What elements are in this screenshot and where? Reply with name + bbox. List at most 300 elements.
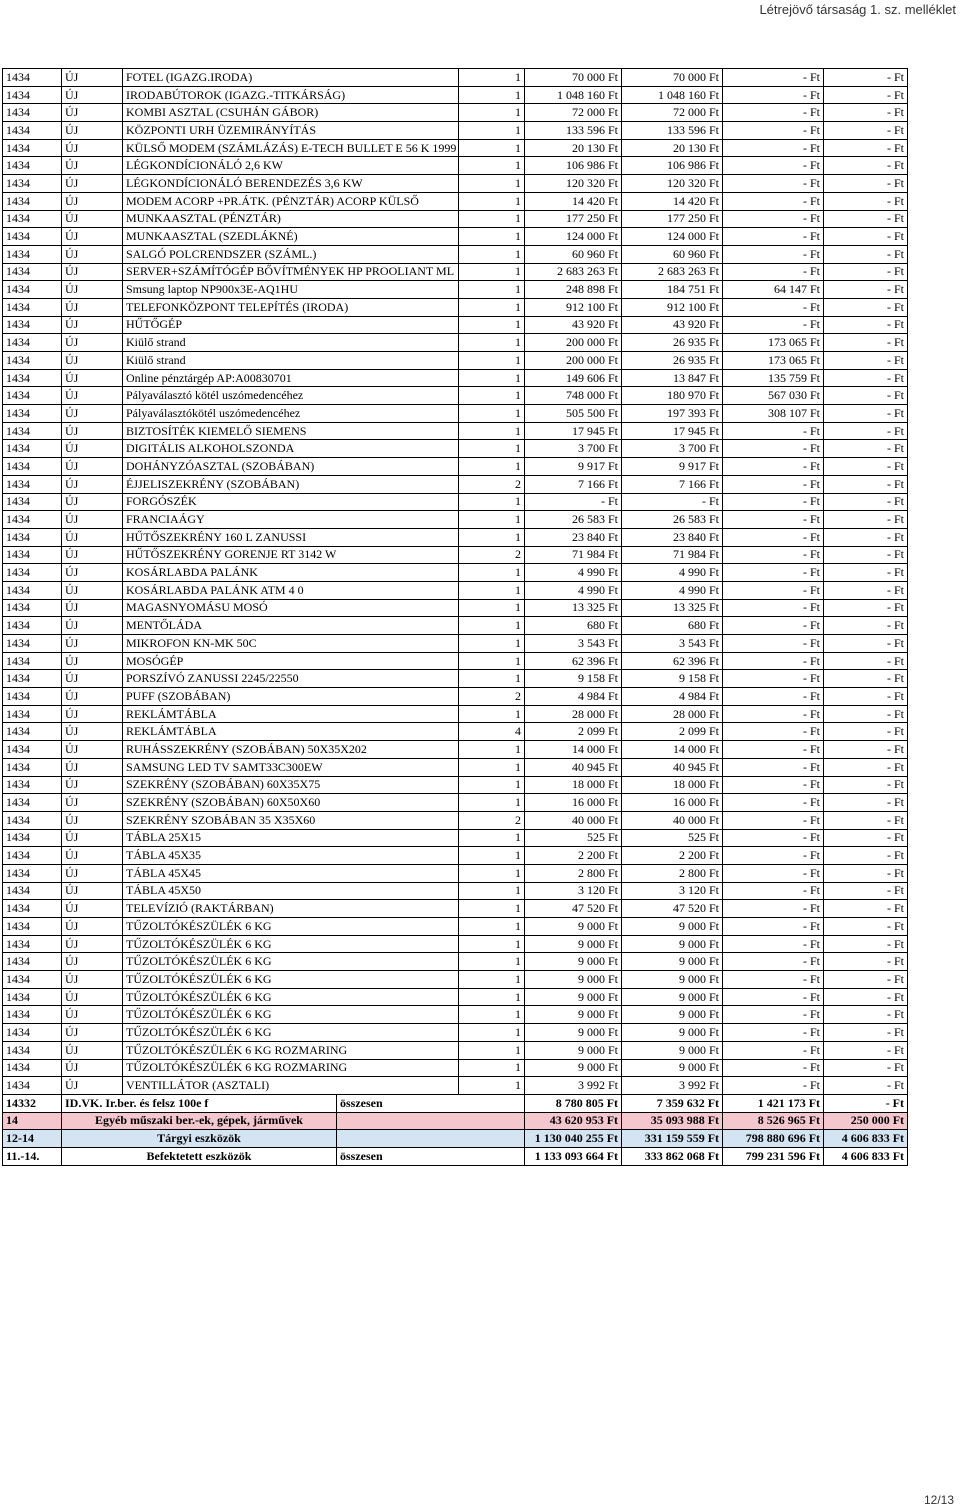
depreciation-cell: 9 000 Ft: [622, 971, 723, 989]
depreciation-cell: 26 935 Ft: [622, 334, 723, 352]
depreciation-cell: 9 917 Ft: [622, 458, 723, 476]
document-header: Létrejövő társaság 1. sz. melléklet: [759, 2, 956, 17]
quantity-cell: 1: [459, 1024, 525, 1042]
net-value-cell: - Ft: [723, 245, 824, 263]
summary-depreciation-cell: 7 359 632 Ft: [622, 1094, 723, 1112]
table-row: [3, 511, 908, 529]
net-value-cell: - Ft: [723, 298, 824, 316]
depreciation-cell: 9 000 Ft: [622, 1059, 723, 1077]
account-code-cell: 1434: [3, 316, 62, 334]
account-code-cell: 1434: [3, 422, 62, 440]
depreciation-cell: 124 000 Ft: [622, 228, 723, 246]
quantity-cell: 1: [459, 387, 525, 405]
account-code-cell: 1434: [3, 635, 62, 653]
table-row: [3, 794, 908, 812]
type-cell: ÚJ: [62, 900, 123, 918]
type-cell: ÚJ: [62, 1077, 123, 1095]
account-code-cell: 1434: [3, 210, 62, 228]
type-cell: ÚJ: [62, 864, 123, 882]
account-code-cell: 1434: [3, 281, 62, 299]
account-code-cell: 1434: [3, 688, 62, 706]
extra-value-cell: - Ft: [824, 723, 908, 741]
depreciation-cell: 20 130 Ft: [622, 139, 723, 157]
description-cell: HŰTŐSZEKRÉNY 160 L ZANUSSI: [123, 528, 459, 546]
extra-value-cell: - Ft: [824, 69, 908, 87]
depreciation-cell: 1 048 160 Ft: [622, 86, 723, 104]
table-row: [3, 652, 908, 670]
quantity-cell: 1: [459, 405, 525, 423]
type-cell: ÚJ: [62, 918, 123, 936]
table-row: [3, 228, 908, 246]
gross-value-cell: 680 Ft: [525, 617, 622, 635]
table-row: [3, 723, 908, 741]
quantity-cell: 2: [459, 688, 525, 706]
description-cell: TŰZOLTÓKÉSZÜLÉK 6 KG: [123, 971, 459, 989]
quantity-cell: 1: [459, 458, 525, 476]
net-value-cell: - Ft: [723, 263, 824, 281]
depreciation-cell: 9 158 Ft: [622, 670, 723, 688]
gross-value-cell: 748 000 Ft: [525, 387, 622, 405]
quantity-cell: 1: [459, 122, 525, 140]
quantity-cell: 1: [459, 564, 525, 582]
gross-value-cell: 7 166 Ft: [525, 475, 622, 493]
table-row: [3, 528, 908, 546]
quantity-cell: 1: [459, 493, 525, 511]
net-value-cell: - Ft: [723, 122, 824, 140]
extra-value-cell: - Ft: [824, 811, 908, 829]
table-row: [3, 829, 908, 847]
depreciation-cell: 9 000 Ft: [622, 918, 723, 936]
description-cell: TŰZOLTÓKÉSZÜLÉK 6 KG: [123, 1006, 459, 1024]
description-cell: PORSZÍVÓ ZANUSSI 2245/22550: [123, 670, 459, 688]
summary-row: [3, 1112, 908, 1130]
net-value-cell: - Ft: [723, 1041, 824, 1059]
depreciation-cell: 40 945 Ft: [622, 758, 723, 776]
extra-value-cell: - Ft: [824, 652, 908, 670]
depreciation-cell: 26 935 Ft: [622, 352, 723, 370]
table-row: [3, 864, 908, 882]
summary-gross-cell: 1 133 093 664 Ft: [525, 1147, 622, 1165]
table-row: [3, 1077, 908, 1095]
gross-value-cell: 17 945 Ft: [525, 422, 622, 440]
summary-label-cell: Befektetett eszközök: [62, 1147, 337, 1165]
quantity-cell: 1: [459, 86, 525, 104]
gross-value-cell: 120 320 Ft: [525, 175, 622, 193]
quantity-cell: 1: [459, 882, 525, 900]
depreciation-cell: 2 200 Ft: [622, 847, 723, 865]
extra-value-cell: - Ft: [824, 1077, 908, 1095]
gross-value-cell: 9 000 Ft: [525, 1059, 622, 1077]
extra-value-cell: - Ft: [824, 829, 908, 847]
net-value-cell: - Ft: [723, 493, 824, 511]
quantity-cell: 1: [459, 139, 525, 157]
table-row: [3, 546, 908, 564]
quantity-cell: 1: [459, 192, 525, 210]
net-value-cell: - Ft: [723, 935, 824, 953]
depreciation-cell: 26 583 Ft: [622, 511, 723, 529]
extra-value-cell: - Ft: [824, 475, 908, 493]
extra-value-cell: - Ft: [824, 228, 908, 246]
description-cell: TŰZOLTÓKÉSZÜLÉK 6 KG: [123, 953, 459, 971]
table-row: [3, 369, 908, 387]
quantity-cell: 1: [459, 635, 525, 653]
quantity-cell: 1: [459, 1006, 525, 1024]
net-value-cell: - Ft: [723, 475, 824, 493]
type-cell: ÚJ: [62, 581, 123, 599]
gross-value-cell: 40 945 Ft: [525, 758, 622, 776]
type-cell: ÚJ: [62, 935, 123, 953]
net-value-cell: - Ft: [723, 422, 824, 440]
table-row: [3, 670, 908, 688]
gross-value-cell: 4 984 Ft: [525, 688, 622, 706]
type-cell: ÚJ: [62, 723, 123, 741]
depreciation-cell: 9 000 Ft: [622, 935, 723, 953]
type-cell: ÚJ: [62, 316, 123, 334]
type-cell: ÚJ: [62, 139, 123, 157]
gross-value-cell: 2 099 Ft: [525, 723, 622, 741]
gross-value-cell: 2 800 Ft: [525, 864, 622, 882]
quantity-cell: 1: [459, 228, 525, 246]
gross-value-cell: 9 000 Ft: [525, 953, 622, 971]
description-cell: PUFF (SZOBÁBAN): [123, 688, 459, 706]
account-code-cell: 1434: [3, 741, 62, 759]
description-cell: BIZTOSÍTÉK KIEMELŐ SIEMENS: [123, 422, 459, 440]
net-value-cell: - Ft: [723, 988, 824, 1006]
net-value-cell: - Ft: [723, 546, 824, 564]
quantity-cell: 1: [459, 652, 525, 670]
summary-row: [3, 1147, 908, 1165]
gross-value-cell: 72 000 Ft: [525, 104, 622, 122]
summary-total-label-cell: összesen: [337, 1147, 525, 1165]
net-value-cell: - Ft: [723, 847, 824, 865]
net-value-cell: - Ft: [723, 864, 824, 882]
quantity-cell: 1: [459, 900, 525, 918]
gross-value-cell: 60 960 Ft: [525, 245, 622, 263]
description-cell: HŰTŐSZEKRÉNY GORENJE RT 3142 W: [123, 546, 459, 564]
gross-value-cell: 20 130 Ft: [525, 139, 622, 157]
extra-value-cell: - Ft: [824, 794, 908, 812]
extra-value-cell: - Ft: [824, 847, 908, 865]
extra-value-cell: - Ft: [824, 316, 908, 334]
gross-value-cell: 3 120 Ft: [525, 882, 622, 900]
gross-value-cell: 505 500 Ft: [525, 405, 622, 423]
description-cell: Pályaválasztókötél uszómedencéhez: [123, 405, 459, 423]
extra-value-cell: - Ft: [824, 86, 908, 104]
gross-value-cell: 43 920 Ft: [525, 316, 622, 334]
type-cell: ÚJ: [62, 758, 123, 776]
extra-value-cell: - Ft: [824, 122, 908, 140]
table-row: [3, 581, 908, 599]
account-code-cell: 1434: [3, 69, 62, 87]
extra-value-cell: - Ft: [824, 564, 908, 582]
table-row: [3, 988, 908, 1006]
quantity-cell: 2: [459, 546, 525, 564]
net-value-cell: 173 065 Ft: [723, 352, 824, 370]
net-value-cell: - Ft: [723, 458, 824, 476]
quantity-cell: 1: [459, 528, 525, 546]
gross-value-cell: 70 000 Ft: [525, 69, 622, 87]
extra-value-cell: - Ft: [824, 635, 908, 653]
description-cell: MAGASNYOMÁSU MOSÓ: [123, 599, 459, 617]
account-code-cell: 1434: [3, 86, 62, 104]
type-cell: ÚJ: [62, 458, 123, 476]
table-row: [3, 281, 908, 299]
summary-code-cell: 11.-14.: [3, 1147, 62, 1165]
account-code-cell: 1434: [3, 369, 62, 387]
type-cell: ÚJ: [62, 192, 123, 210]
account-code-cell: 1434: [3, 564, 62, 582]
extra-value-cell: - Ft: [824, 882, 908, 900]
type-cell: ÚJ: [62, 369, 123, 387]
summary-net-cell: 8 526 965 Ft: [723, 1112, 824, 1130]
quantity-cell: 1: [459, 776, 525, 794]
account-code-cell: 1434: [3, 157, 62, 175]
depreciation-cell: 23 840 Ft: [622, 528, 723, 546]
quantity-cell: 1: [459, 670, 525, 688]
account-code-cell: 1434: [3, 705, 62, 723]
account-code-cell: 1434: [3, 971, 62, 989]
gross-value-cell: 200 000 Ft: [525, 334, 622, 352]
description-cell: TŰZOLTÓKÉSZÜLÉK 6 KG ROZMARING: [123, 1059, 459, 1077]
quantity-cell: 1: [459, 794, 525, 812]
extra-value-cell: - Ft: [824, 139, 908, 157]
quantity-cell: 1: [459, 69, 525, 87]
extra-value-cell: - Ft: [824, 935, 908, 953]
quantity-cell: 1: [459, 758, 525, 776]
extra-value-cell: - Ft: [824, 263, 908, 281]
depreciation-cell: 177 250 Ft: [622, 210, 723, 228]
table-row: [3, 1024, 908, 1042]
description-cell: KÜLSŐ MODEM (SZÁMLÁZÁS) E-TECH BULLET E 56 K 1999: [123, 139, 459, 157]
table-row: [3, 599, 908, 617]
table-row: [3, 157, 908, 175]
depreciation-cell: 14 420 Ft: [622, 192, 723, 210]
asset-table: [2, 68, 908, 1166]
gross-value-cell: 2 200 Ft: [525, 847, 622, 865]
type-cell: ÚJ: [62, 228, 123, 246]
gross-value-cell: 525 Ft: [525, 829, 622, 847]
summary-gross-cell: 1 130 040 255 Ft: [525, 1130, 622, 1148]
extra-value-cell: - Ft: [824, 422, 908, 440]
gross-value-cell: 14 420 Ft: [525, 192, 622, 210]
description-cell: MUNKAASZTAL (PÉNZTÁR): [123, 210, 459, 228]
type-cell: ÚJ: [62, 245, 123, 263]
summary-code-cell: 14: [3, 1112, 62, 1130]
gross-value-cell: 62 396 Ft: [525, 652, 622, 670]
quantity-cell: 1: [459, 263, 525, 281]
account-code-cell: 1434: [3, 139, 62, 157]
net-value-cell: - Ft: [723, 918, 824, 936]
type-cell: ÚJ: [62, 811, 123, 829]
type-cell: ÚJ: [62, 387, 123, 405]
table-row: [3, 440, 908, 458]
type-cell: ÚJ: [62, 104, 123, 122]
table-row: [3, 86, 908, 104]
account-code-cell: 1434: [3, 263, 62, 281]
depreciation-cell: 62 396 Ft: [622, 652, 723, 670]
description-cell: KOSÁRLABDA PALÁNK: [123, 564, 459, 582]
summary-total-label-cell: [337, 1112, 525, 1130]
table-row: [3, 175, 908, 193]
description-cell: TŰZOLTÓKÉSZÜLÉK 6 KG: [123, 918, 459, 936]
depreciation-cell: 180 970 Ft: [622, 387, 723, 405]
account-code-cell: 1434: [3, 599, 62, 617]
account-code-cell: 1434: [3, 758, 62, 776]
table-row: [3, 245, 908, 263]
summary-label-cell: ID.VK. Ir.ber. és felsz 100e f: [62, 1094, 337, 1112]
table-row: [3, 104, 908, 122]
extra-value-cell: - Ft: [824, 688, 908, 706]
extra-value-cell: - Ft: [824, 493, 908, 511]
account-code-cell: 1434: [3, 935, 62, 953]
extra-value-cell: - Ft: [824, 988, 908, 1006]
description-cell: RUHÁSSZEKRÉNY (SZOBÁBAN) 50X35X202: [123, 741, 459, 759]
table-row: [3, 935, 908, 953]
depreciation-cell: 16 000 Ft: [622, 794, 723, 812]
account-code-cell: 1434: [3, 617, 62, 635]
type-cell: ÚJ: [62, 405, 123, 423]
depreciation-cell: 133 596 Ft: [622, 122, 723, 140]
gross-value-cell: - Ft: [525, 493, 622, 511]
depreciation-cell: 7 166 Ft: [622, 475, 723, 493]
quantity-cell: 1: [459, 1077, 525, 1095]
depreciation-cell: 912 100 Ft: [622, 298, 723, 316]
description-cell: TŰZOLTÓKÉSZÜLÉK 6 KG ROZMARING: [123, 1041, 459, 1059]
page-number: 12/13: [923, 1493, 954, 1507]
gross-value-cell: 47 520 Ft: [525, 900, 622, 918]
summary-label-cell: Tárgyi eszközök: [62, 1130, 337, 1148]
extra-value-cell: - Ft: [824, 1024, 908, 1042]
net-value-cell: - Ft: [723, 192, 824, 210]
account-code-cell: 1434: [3, 776, 62, 794]
gross-value-cell: 3 700 Ft: [525, 440, 622, 458]
description-cell: Smsung laptop NP900x3E-AQ1HU: [123, 281, 459, 299]
depreciation-cell: 3 700 Ft: [622, 440, 723, 458]
summary-gross-cell: 43 620 953 Ft: [525, 1112, 622, 1130]
net-value-cell: - Ft: [723, 882, 824, 900]
net-value-cell: - Ft: [723, 564, 824, 582]
net-value-cell: - Ft: [723, 511, 824, 529]
account-code-cell: 1434: [3, 228, 62, 246]
extra-value-cell: - Ft: [824, 864, 908, 882]
type-cell: ÚJ: [62, 652, 123, 670]
table-row: [3, 811, 908, 829]
extra-value-cell: - Ft: [824, 776, 908, 794]
quantity-cell: 1: [459, 1059, 525, 1077]
type-cell: ÚJ: [62, 829, 123, 847]
depreciation-cell: 2 683 263 Ft: [622, 263, 723, 281]
extra-value-cell: - Ft: [824, 918, 908, 936]
summary-extra-cell: 4 606 833 Ft: [824, 1130, 908, 1148]
table-row: [3, 776, 908, 794]
table-row: [3, 387, 908, 405]
quantity-cell: 2: [459, 811, 525, 829]
gross-value-cell: 16 000 Ft: [525, 794, 622, 812]
extra-value-cell: - Ft: [824, 440, 908, 458]
net-value-cell: - Ft: [723, 1077, 824, 1095]
description-cell: MENTŐLÁDA: [123, 617, 459, 635]
summary-gross-cell: 8 780 805 Ft: [525, 1094, 622, 1112]
table-row: [3, 758, 908, 776]
extra-value-cell: - Ft: [824, 546, 908, 564]
depreciation-cell: 70 000 Ft: [622, 69, 723, 87]
type-cell: ÚJ: [62, 670, 123, 688]
account-code-cell: 1434: [3, 104, 62, 122]
type-cell: ÚJ: [62, 882, 123, 900]
type-cell: ÚJ: [62, 635, 123, 653]
description-cell: KÖZPONTI URH ÜZEMIRÁNYÍTÁS: [123, 122, 459, 140]
gross-value-cell: 9 000 Ft: [525, 988, 622, 1006]
table-row: [3, 564, 908, 582]
net-value-cell: - Ft: [723, 635, 824, 653]
depreciation-cell: 9 000 Ft: [622, 988, 723, 1006]
gross-value-cell: 3 543 Ft: [525, 635, 622, 653]
type-cell: ÚJ: [62, 705, 123, 723]
table-row: [3, 298, 908, 316]
quantity-cell: 1: [459, 617, 525, 635]
quantity-cell: 1: [459, 847, 525, 865]
gross-value-cell: 9 000 Ft: [525, 1024, 622, 1042]
net-value-cell: - Ft: [723, 1059, 824, 1077]
extra-value-cell: - Ft: [824, 352, 908, 370]
gross-value-cell: 9 917 Ft: [525, 458, 622, 476]
description-cell: DIGITÁLIS ALKOHOLSZONDA: [123, 440, 459, 458]
gross-value-cell: 23 840 Ft: [525, 528, 622, 546]
description-cell: HŰTŐGÉP: [123, 316, 459, 334]
net-value-cell: - Ft: [723, 617, 824, 635]
summary-depreciation-cell: 331 159 559 Ft: [622, 1130, 723, 1148]
table-row: [3, 635, 908, 653]
extra-value-cell: - Ft: [824, 298, 908, 316]
summary-extra-cell: 250 000 Ft: [824, 1112, 908, 1130]
gross-value-cell: 9 000 Ft: [525, 935, 622, 953]
quantity-cell: 1: [459, 988, 525, 1006]
depreciation-cell: 13 325 Ft: [622, 599, 723, 617]
net-value-cell: - Ft: [723, 528, 824, 546]
account-code-cell: 1434: [3, 794, 62, 812]
table-row: [3, 971, 908, 989]
net-value-cell: - Ft: [723, 1024, 824, 1042]
type-cell: ÚJ: [62, 1041, 123, 1059]
type-cell: ÚJ: [62, 688, 123, 706]
account-code-cell: 1434: [3, 1059, 62, 1077]
gross-value-cell: 14 000 Ft: [525, 741, 622, 759]
account-code-cell: 1434: [3, 387, 62, 405]
table-row: [3, 405, 908, 423]
account-code-cell: 1434: [3, 475, 62, 493]
net-value-cell: - Ft: [723, 440, 824, 458]
net-value-cell: - Ft: [723, 175, 824, 193]
type-cell: ÚJ: [62, 971, 123, 989]
net-value-cell: - Ft: [723, 723, 824, 741]
description-cell: ÉJJELISZEKRÉNY (SZOBÁBAN): [123, 475, 459, 493]
gross-value-cell: 9 000 Ft: [525, 918, 622, 936]
type-cell: ÚJ: [62, 86, 123, 104]
type-cell: ÚJ: [62, 617, 123, 635]
net-value-cell: 64 147 Ft: [723, 281, 824, 299]
gross-value-cell: 9 158 Ft: [525, 670, 622, 688]
account-code-cell: 1434: [3, 298, 62, 316]
summary-label-cell: Egyéb műszaki ber.-ek, gépek, járművek: [62, 1112, 337, 1130]
description-cell: IRODABÚTOROK (IGAZG.-TITKÁRSÁG): [123, 86, 459, 104]
gross-value-cell: 71 984 Ft: [525, 546, 622, 564]
net-value-cell: - Ft: [723, 69, 824, 87]
account-code-cell: 1434: [3, 493, 62, 511]
type-cell: ÚJ: [62, 1059, 123, 1077]
quantity-cell: 1: [459, 422, 525, 440]
extra-value-cell: - Ft: [824, 104, 908, 122]
description-cell: SZEKRÉNY SZOBÁBAN 35 X35X60: [123, 811, 459, 829]
